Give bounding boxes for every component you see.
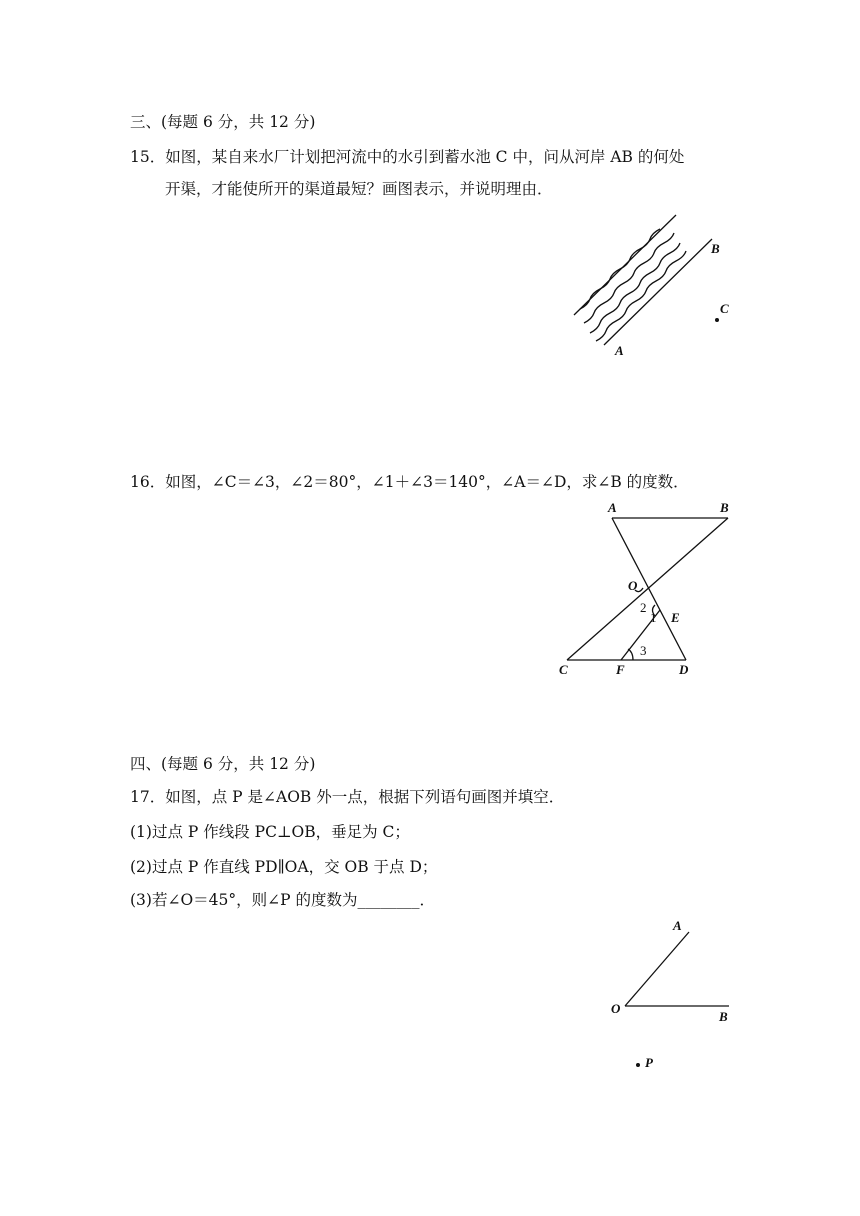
label-e: E [671,610,680,625]
label-d: D [679,662,689,677]
point-c-dot [715,318,719,322]
ray-oa [625,932,689,1006]
label-b: B [711,241,720,256]
segment-bc [567,518,728,660]
label-a: A [608,500,617,515]
question-17-item-2: (2)过点 P 作直线 PD∥OA，交 OB 于点 D； [130,858,438,876]
label-o: O [611,1001,621,1016]
question-16-line-1: 16．如图，∠C＝∠3，∠2＝80°，∠1＋∠3＝140°，∠A＝∠D，求∠B 的度数． [130,473,689,491]
question-17-item-1: (1)过点 P 作线段 PC⊥OB，垂足为 C； [130,823,410,841]
river-bank-ab [604,239,712,345]
label-p: P [645,1055,653,1070]
point-p-dot [636,1063,640,1067]
river-wave-2 [590,243,680,333]
aob-figure [605,912,745,1077]
question-17-item-3: (3)若∠O＝45°，则∠P 的度数为________． [130,891,435,909]
question-15-line-2: 开渠，才能使所开的渠道最短？画图表示，并说明理由． [165,180,553,198]
question-15-line-1: 15．如图，某自来水厂计划把河流中的水引到蓄水池 C 中，问从河岸 AB 的何处 [130,148,685,166]
label-a: A [615,343,624,358]
angle-figure [555,498,745,683]
label-3: 3 [640,643,647,658]
section-4-header: 四、(每题 6 分，共 12 分) [130,755,316,773]
label-a: A [673,918,682,933]
label-1: 1 [650,610,657,625]
label-2: 2 [640,600,647,615]
label-c: C [559,662,568,677]
label-b: B [720,500,729,515]
label-o: O [628,578,638,593]
label-b: B [719,1009,728,1024]
question-17-line-1: 17．如图，点 P 是∠AOB 外一点，根据下列语句画图并填空． [130,788,565,806]
river-figure [560,205,740,365]
segment-ad [612,518,686,660]
label-c: C [720,301,729,316]
label-f: F [616,662,625,677]
section-3-header: 三、(每题 6 分，共 12 分) [130,113,316,131]
